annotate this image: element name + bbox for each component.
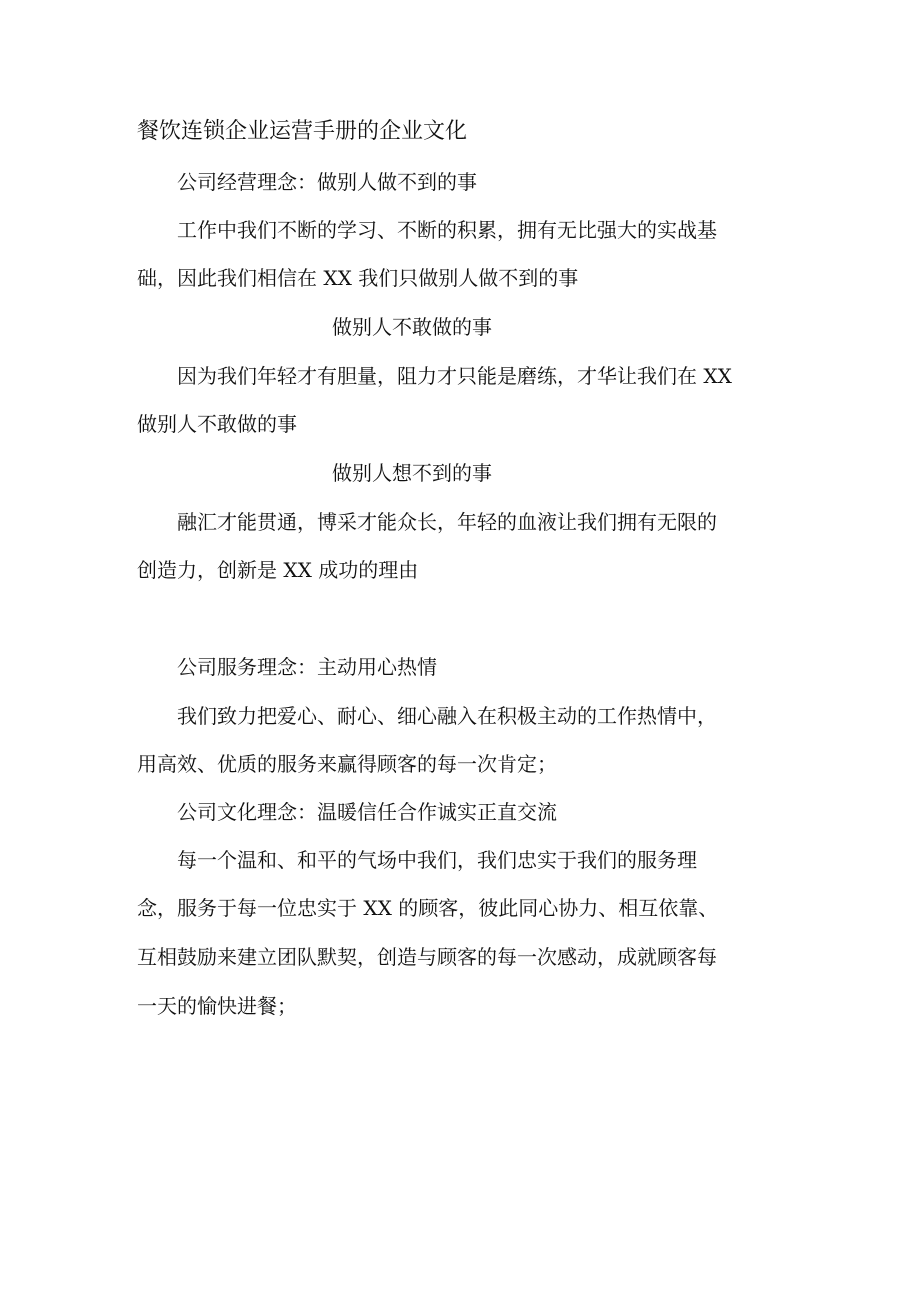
paragraph-line: 一天的愉快进餐； xyxy=(137,994,297,1018)
paragraph-line: 创造力，创新是 XX 成功的理由 xyxy=(137,558,419,582)
culture-philosophy-label: 公司文化理念： xyxy=(177,800,317,824)
paragraph-line: 我们致力把爱心、耐心、细心融入在积极主动的工作热情中， xyxy=(177,704,717,728)
paragraph-line: 因为我们年轻才有胆量，阻力才只能是磨练，才华让我们在 XX xyxy=(177,364,732,388)
paragraph-line: 融汇才能贯通，博采才能众长，年轻的血液让我们拥有无限的 xyxy=(177,510,717,534)
imagine-subheading: 做别人想不到的事 xyxy=(332,461,492,485)
service-philosophy-heading xyxy=(177,653,437,681)
paragraph-line: 每一个温和、和平的气场中我们，我们忠实于我们的服务理 xyxy=(177,848,697,872)
paragraph-line: 念，服务于每一位忠实于 XX 的顾客，彼此同心协力、相互依靠、 xyxy=(137,896,719,920)
dare-subheading: 做别人不敢做的事 xyxy=(332,315,492,339)
paragraph-line: 础，因此我们相信在 XX 我们只做别人做不到的事 xyxy=(137,266,579,290)
paragraph-line: 工作中我们不断的学习、不断的积累，拥有无比强大的实战基 xyxy=(177,218,717,242)
service-philosophy-value: 主动用心热情 xyxy=(317,655,437,679)
culture-philosophy-heading xyxy=(177,798,557,826)
service-philosophy-label: 公司服务理念： xyxy=(177,655,317,679)
business-philosophy-heading xyxy=(177,168,477,196)
paragraph-line: 做别人不敢做的事 xyxy=(137,412,297,436)
paragraph-line: 互相鼓励来建立团队默契，创造与顾客的每一次感动，成就顾客每 xyxy=(137,945,717,969)
business-philosophy-label: 公司经营理念： xyxy=(177,170,317,194)
business-philosophy-value: 做别人做不到的事 xyxy=(317,170,477,194)
document-title: 餐饮连锁企业运营手册的企业文化 xyxy=(137,119,468,144)
paragraph-line: 用高效、优质的服务来赢得顾客的每一次肯定； xyxy=(137,752,557,776)
culture-philosophy-value: 温暖信任合作诚实正直交流 xyxy=(317,800,557,824)
